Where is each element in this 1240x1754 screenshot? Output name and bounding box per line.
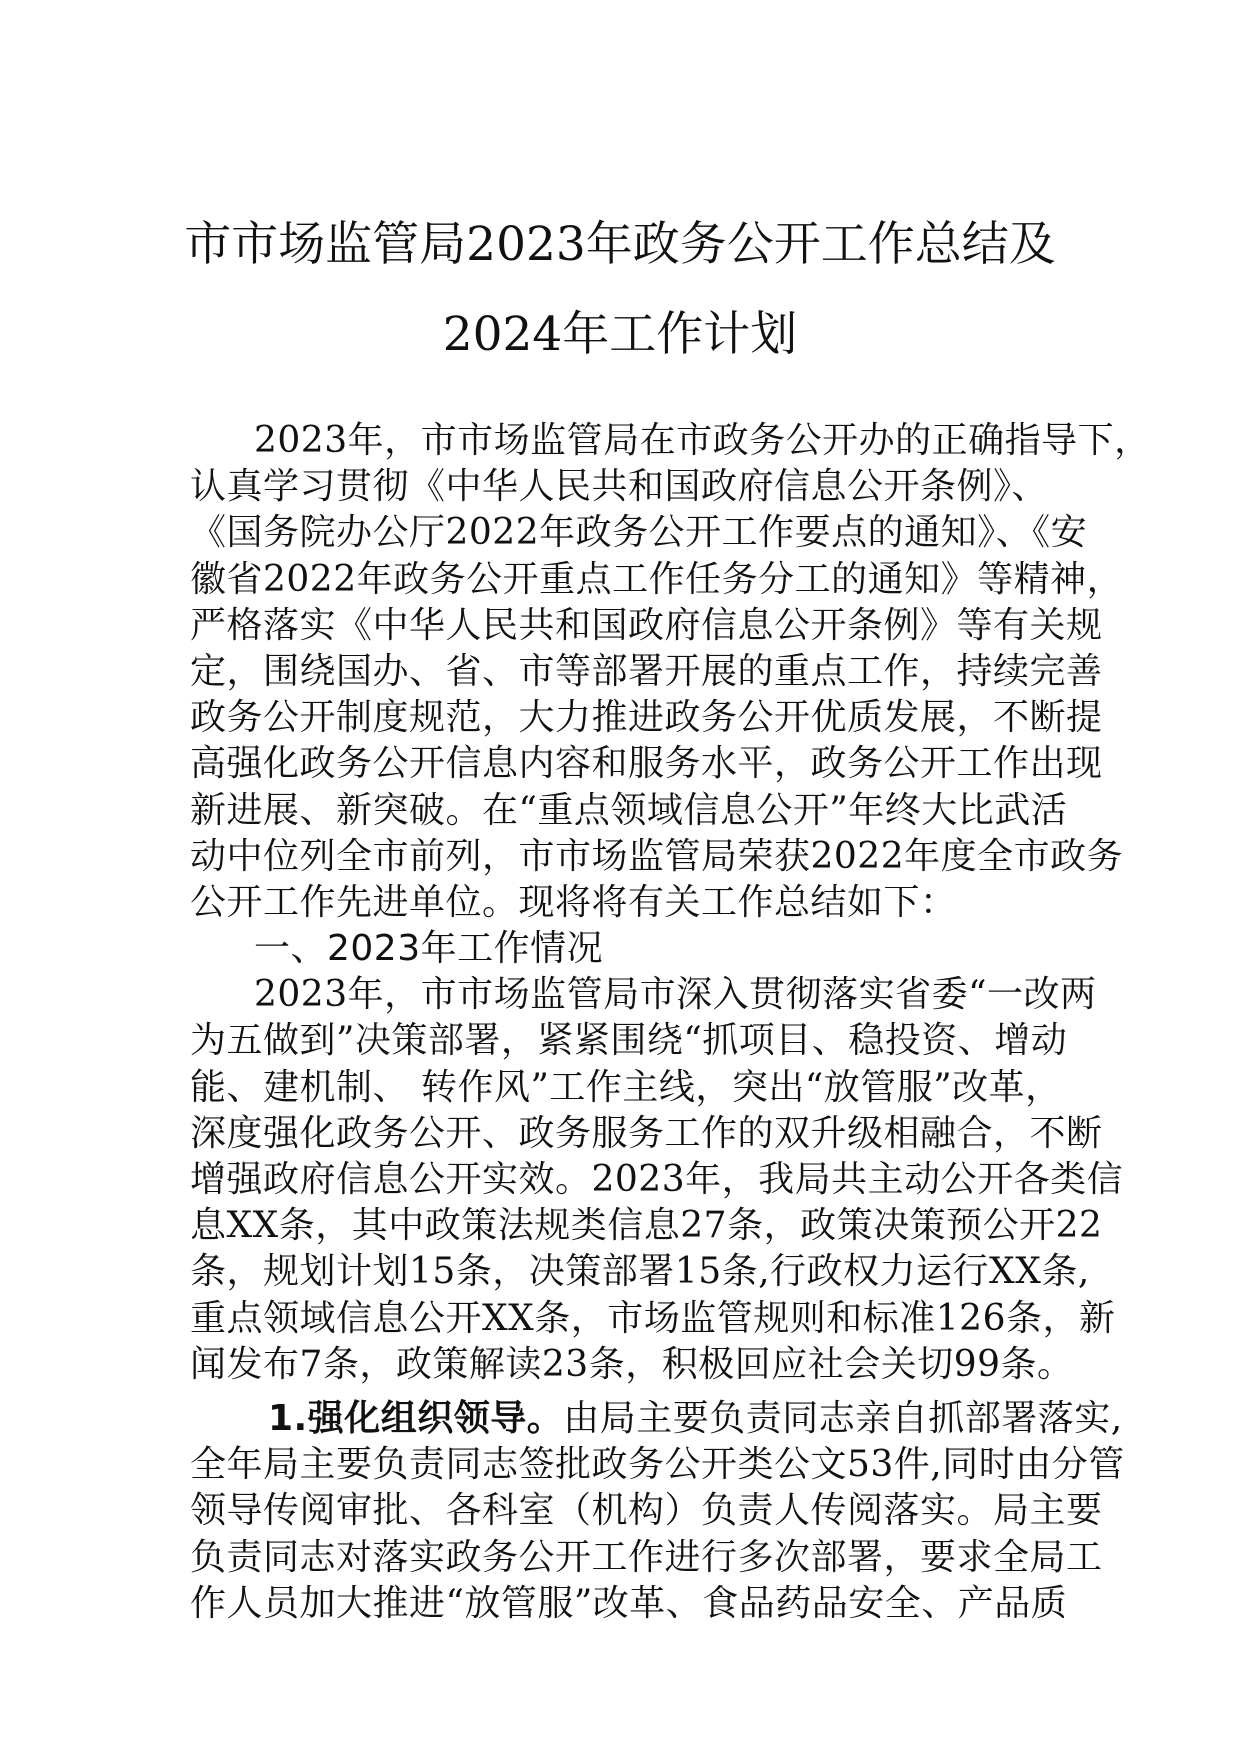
paragraph-line: 闻发布7条，政策解读23条，积极回应社会关切99条。 xyxy=(190,1343,1074,1385)
paragraph-line: 为五做到”决策部署，紧紧围绕“抓项目、稳投资、增动 xyxy=(190,1020,1068,1062)
paragraph-line: 高强化政务公开信息内容和服务水平，政务公开工作出现 xyxy=(190,743,1103,785)
paragraph-line: 全年局主要负责同志签批政务公开类公文53件,同时由分管 xyxy=(190,1444,1125,1486)
item-1-first-line xyxy=(190,1396,1123,1442)
item-1-text: 由局主要负责同志亲自抓部署落实, xyxy=(563,1397,1123,1439)
paragraph-line: 2023年，市市场监管局在市政务公开办的正确指导下， xyxy=(254,420,1151,461)
paragraph-line: 作人员加大推进“放管服”改革、食品药品安全、产品质 xyxy=(190,1582,1068,1624)
paragraph-line: 严格落实《中华人民共和国政府信息公开条例》等有关规 xyxy=(190,604,1103,646)
paragraph-line: 领导传阅审批、各科室（机构）负责人传阅落实。局主要 xyxy=(190,1490,1103,1532)
paragraph-line: 定，围绕国办、省、市等部署开展的重点工作，持续完善 xyxy=(190,650,1103,692)
paragraph-line: 《国务院办公厅2022年政务公开工作要点的通知》、《安 xyxy=(190,512,1088,554)
paragraph-line: 息XX条，其中政策法规类信息27条，政策决策预公开22 xyxy=(190,1205,1103,1247)
document-title-line-1: 市市场监管局2023年政务公开工作总结及 xyxy=(184,217,1056,272)
paragraph-line: 深度强化政务公开、政务服务工作的双升级相融合，不断 xyxy=(190,1112,1103,1154)
paragraph-line: 动中位列全市前列，市市场监管局荣获2022年度全市政务 xyxy=(190,835,1124,877)
paragraph-line: 重点领域信息公开XX条，市场监管规则和标准126条，新 xyxy=(190,1297,1116,1339)
paragraph-line: 增强政府信息公开实效。2023年，我局共主动公开各类信 xyxy=(190,1159,1124,1200)
paragraph-line: 公开工作先进单位。现将将有关工作总结如下： xyxy=(190,881,957,923)
paragraph-line: 2023年，市市场监管局市深入贯彻落实省委“一改两 xyxy=(254,974,1097,1016)
paragraph-line: 条，规划计划15条，决策部署15条,行政权力运行XX条, xyxy=(190,1251,1090,1293)
item-1-heading: 1.强化组织领导。 xyxy=(268,1397,564,1439)
paragraph-line: 徽省2022年政务公开重点工作任务分工的通知》等精神， xyxy=(190,558,1124,600)
paragraph-line: 认真学习贯彻《中华人民共和国政府信息公开条例》、 xyxy=(190,466,1049,508)
paragraph-line: 负责同志对落实政务公开工作进行多次部署，要求全局工 xyxy=(190,1536,1103,1578)
paragraph-line: 政务公开制度规范，大力推进政务公开优质发展，不断提 xyxy=(190,697,1103,739)
document-title-line-2: 2024年工作计划 xyxy=(442,307,798,362)
paragraph-gap xyxy=(190,1388,1050,1396)
paragraph-line: 能、建机制、 转作风”工作主线，突出“放管服”改革， xyxy=(190,1066,1062,1108)
document-body xyxy=(190,418,1151,1627)
section-heading: 一、2023年工作情况 xyxy=(254,928,604,970)
paragraph-line: 新进展、新突破。在“重点领域信息公开”年终大比武活 xyxy=(190,789,1068,831)
